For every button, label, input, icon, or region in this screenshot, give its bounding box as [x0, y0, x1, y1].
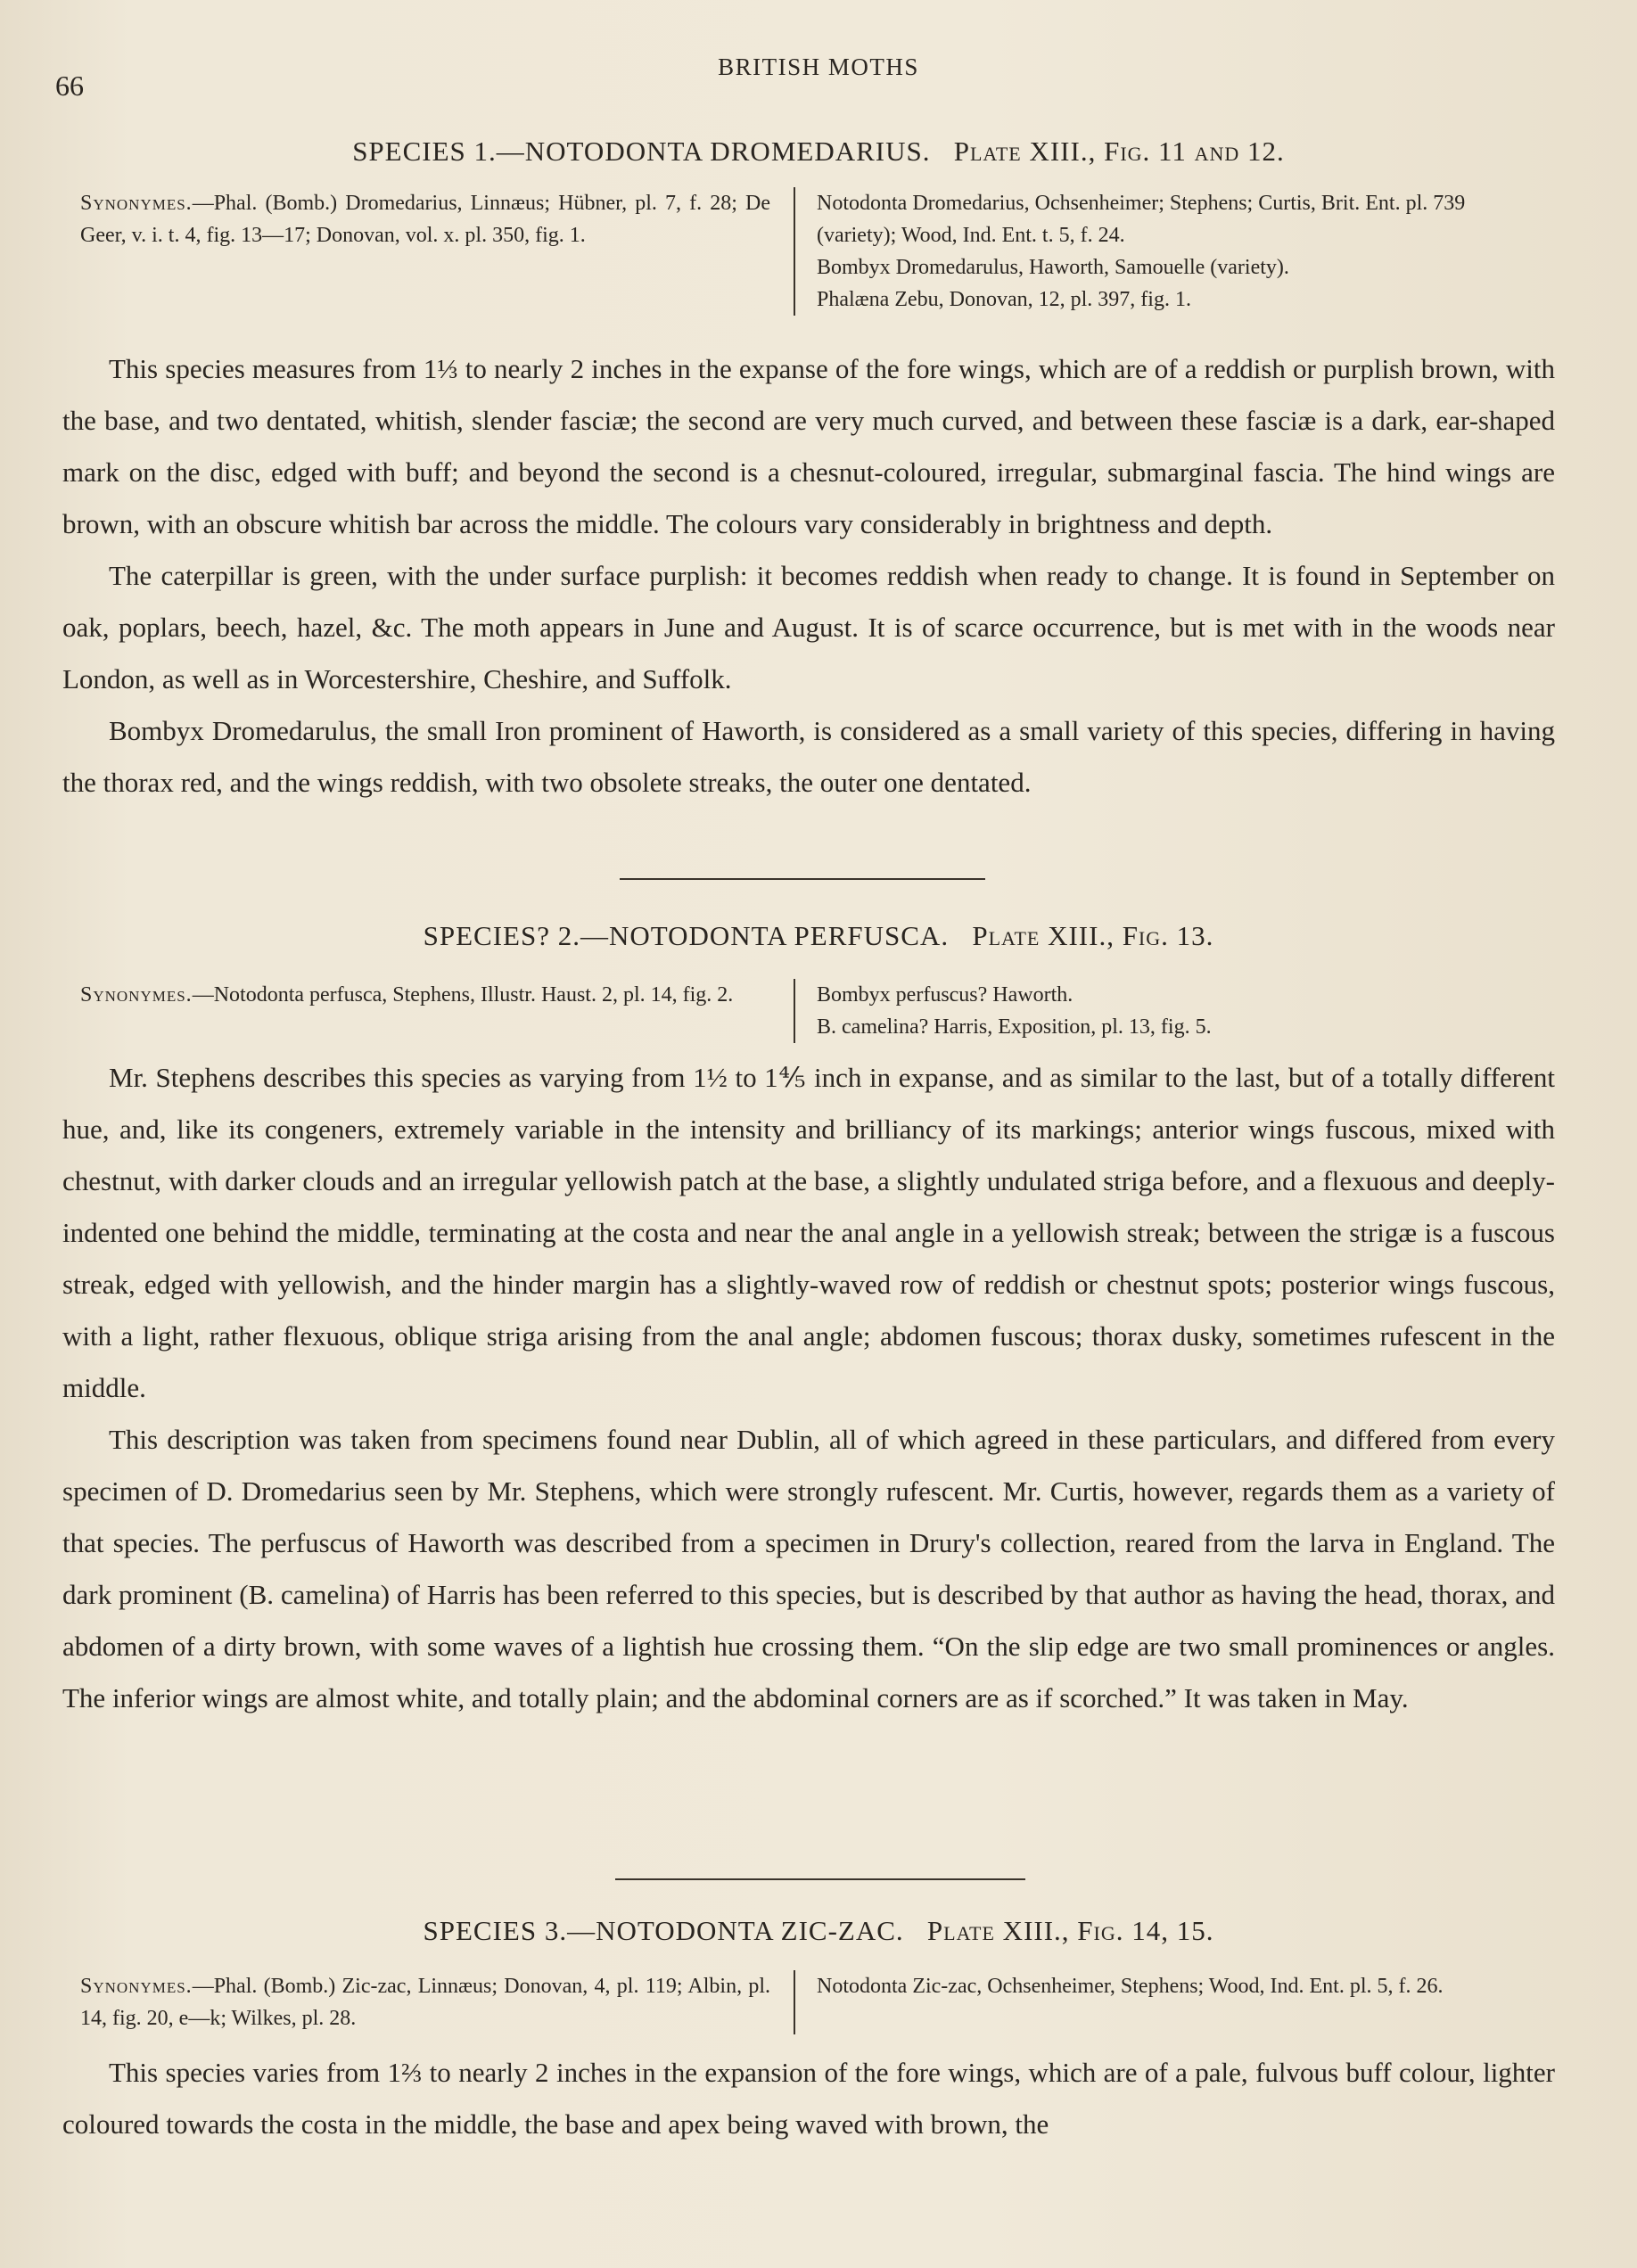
species-2-synonyms — [80, 979, 1548, 1043]
species-3-description — [62, 2047, 1555, 2150]
paragraph: This species measures from 1⅓ to nearly 2 inches in the expanse of the fore wings, which are of a reddish or purplish brown, with the base, and two dentated, whitish, slender fasciæ; the second are very much curved, and between these fasciæ is a dark, ear-shaped mark on the disc, edged with buff; and beyond the second is a chesnut-coloured, irregular, submarginal fascia. The hind wings are brown, with an obscure whitish bar across the middle. The colours vary considerably in brightness and depth. — [62, 353, 1555, 539]
species-2-heading — [62, 920, 1575, 952]
synonyms-text: —Phal. (Bomb.) Dromedarius, Linnæus; Hübner, pl. 7, f. 28; De Geer, v. i. t. 4, fig. 13—17; Donovan, vol. x. pl. 350, fig. 1. — [80, 192, 770, 247]
page-number: 66 — [55, 70, 84, 102]
species-1-synonyms — [80, 187, 1548, 316]
paragraph: Mr. Stephens describes this species as varying from 1½ to 1⅘ inch in expanse, and as similar to the last, but of a totally different hue, and, like its congeners, extremely variable in the intensity and brilliancy of its markings; anterior wings fuscous, mixed with chestnut, with darker clouds and an irregular yellowish patch at the base, a slightly undulated striga before, and a flexuous and deeply-indented one behind the middle, terminating at the costa and near the anal angle in a yellowish streak; between the strigæ is a fuscous streak, edged with yellowish, and the hinder margin has a slightly-waved row of reddish or chestnut spots; posterior wings fuscous, with a light, rather flexuous, oblique striga arising from the anal angle; abdomen fuscous; thorax dusky, sometimes rufescent in the middle. — [62, 1062, 1555, 1403]
synonym-entry: Notodonta Zic-zac, Ochsenheimer, Stephens; Wood, Ind. Ent. pl. 5, f. 26. — [817, 1975, 1444, 1998]
species-3-title: SPECIES 3.—NOTODONTA ZIC-ZAC. — [423, 1915, 904, 1946]
species-1-heading — [62, 136, 1575, 168]
paragraph: The caterpillar is green, with the under surface purplish: it becomes reddish when ready to change. It is found in September on oak, poplars, beech, hazel, &c. The moth appears in June and August. It is of scarce occurrence, but is met with in the woods near London, as well as in Worcestershire, Cheshire, and Suffolk. — [62, 560, 1555, 694]
paragraph: Bombyx Dromedarulus, the small Iron prominent of Haworth, is considered as a small variety of this species, differing in having the thorax red, and the wings reddish, with two obsolete streaks, the outer one dentated. — [62, 715, 1555, 798]
synonyms-label: Synonymes. — [80, 983, 193, 1007]
section-divider — [615, 1878, 1025, 1880]
species-3-synonyms-left — [80, 1970, 794, 2034]
paragraph: This description was taken from specimens found near Dublin, all of which agreed in these particulars, and differed from every specimen of D. Dromedarius seen by Mr. Stephens, which were strongly rufescent. Mr. Curtis, however, regards them as a variety of that species. The perfuscus of Haworth was described from a specimen in Drury's collection, reared from the larva in England. The dark prominent (B. camelina) of Harris has been referred to this species, but is described by that author as having the head, thorax, and abdomen of a dirty brown, with some waves of a lightish hue crossing them. “On the slip edge are two small prominences or angles. The inferior wings are almost white, and totally plain; and the abdominal corners are as if scorched.” It was taken in May. — [62, 1424, 1555, 1713]
species-3-synonyms-right — [794, 1970, 1548, 2034]
synonyms-text: —Notodonta perfusca, Stephens, Illustr. Haust. 2, pl. 14, fig. 2. — [192, 983, 734, 1007]
species-2-description — [62, 1052, 1555, 1724]
species-1-description — [62, 343, 1555, 809]
species-1-title: SPECIES 1.—NOTODONTA DROMEDARIUS. — [352, 136, 931, 167]
synonyms-label: Synonymes. — [80, 192, 193, 215]
running-head: BRITISH MOTHS — [718, 53, 919, 80]
synonym-entry: Bombyx Dromedarulus, Haworth, Samouelle (variety). — [817, 256, 1289, 279]
species-2-synonyms-right — [794, 979, 1548, 1043]
section-divider — [620, 878, 985, 880]
synonym-entry: B. camelina? Harris, Exposition, pl. 13, fig. 5. — [817, 1015, 1212, 1039]
species-3-synonyms — [80, 1970, 1548, 2034]
species-1-synonyms-left — [80, 187, 794, 316]
synonym-entry: Notodonta Dromedarius, Ochsenheimer; Stephens; Curtis, Brit. Ent. pl. 739 (variety); Wood, Ind. Ent. t. 5, f. 24. — [817, 192, 1466, 247]
species-2-title: SPECIES? 2.—NOTODONTA PERFUSCA. — [423, 920, 950, 951]
species-3-plate-ref: Plate XIII., Fig. 14, 15. — [926, 1915, 1214, 1946]
paragraph: This species varies from 1⅔ to nearly 2 inches in the expansion of the fore wings, which are of a pale, fulvous buff colour, lighter coloured towards the costa in the middle, the base and apex being waved with brown, the — [62, 2057, 1555, 2140]
synonyms-label: Synonymes. — [80, 1975, 193, 1998]
synonym-entry: Bombyx perfuscus? Haworth. — [817, 983, 1074, 1007]
species-1-synonyms-right — [794, 187, 1548, 316]
species-2-plate-ref: Plate XIII., Fig. 13. — [972, 920, 1214, 951]
synonym-entry: Phalæna Zebu, Donovan, 12, pl. 397, fig. 1. — [817, 288, 1191, 311]
species-2-synonyms-left — [80, 979, 794, 1043]
synonyms-text: —Phal. (Bomb.) Zic-zac, Linnæus; Donovan, 4, pl. 119; Albin, pl. 14, fig. 20, e—k; Wilkes, pl. 28. — [80, 1975, 770, 2030]
species-3-heading — [62, 1915, 1575, 1947]
species-1-plate-ref: Plate XIII., Fig. 11 and 12. — [953, 136, 1285, 167]
